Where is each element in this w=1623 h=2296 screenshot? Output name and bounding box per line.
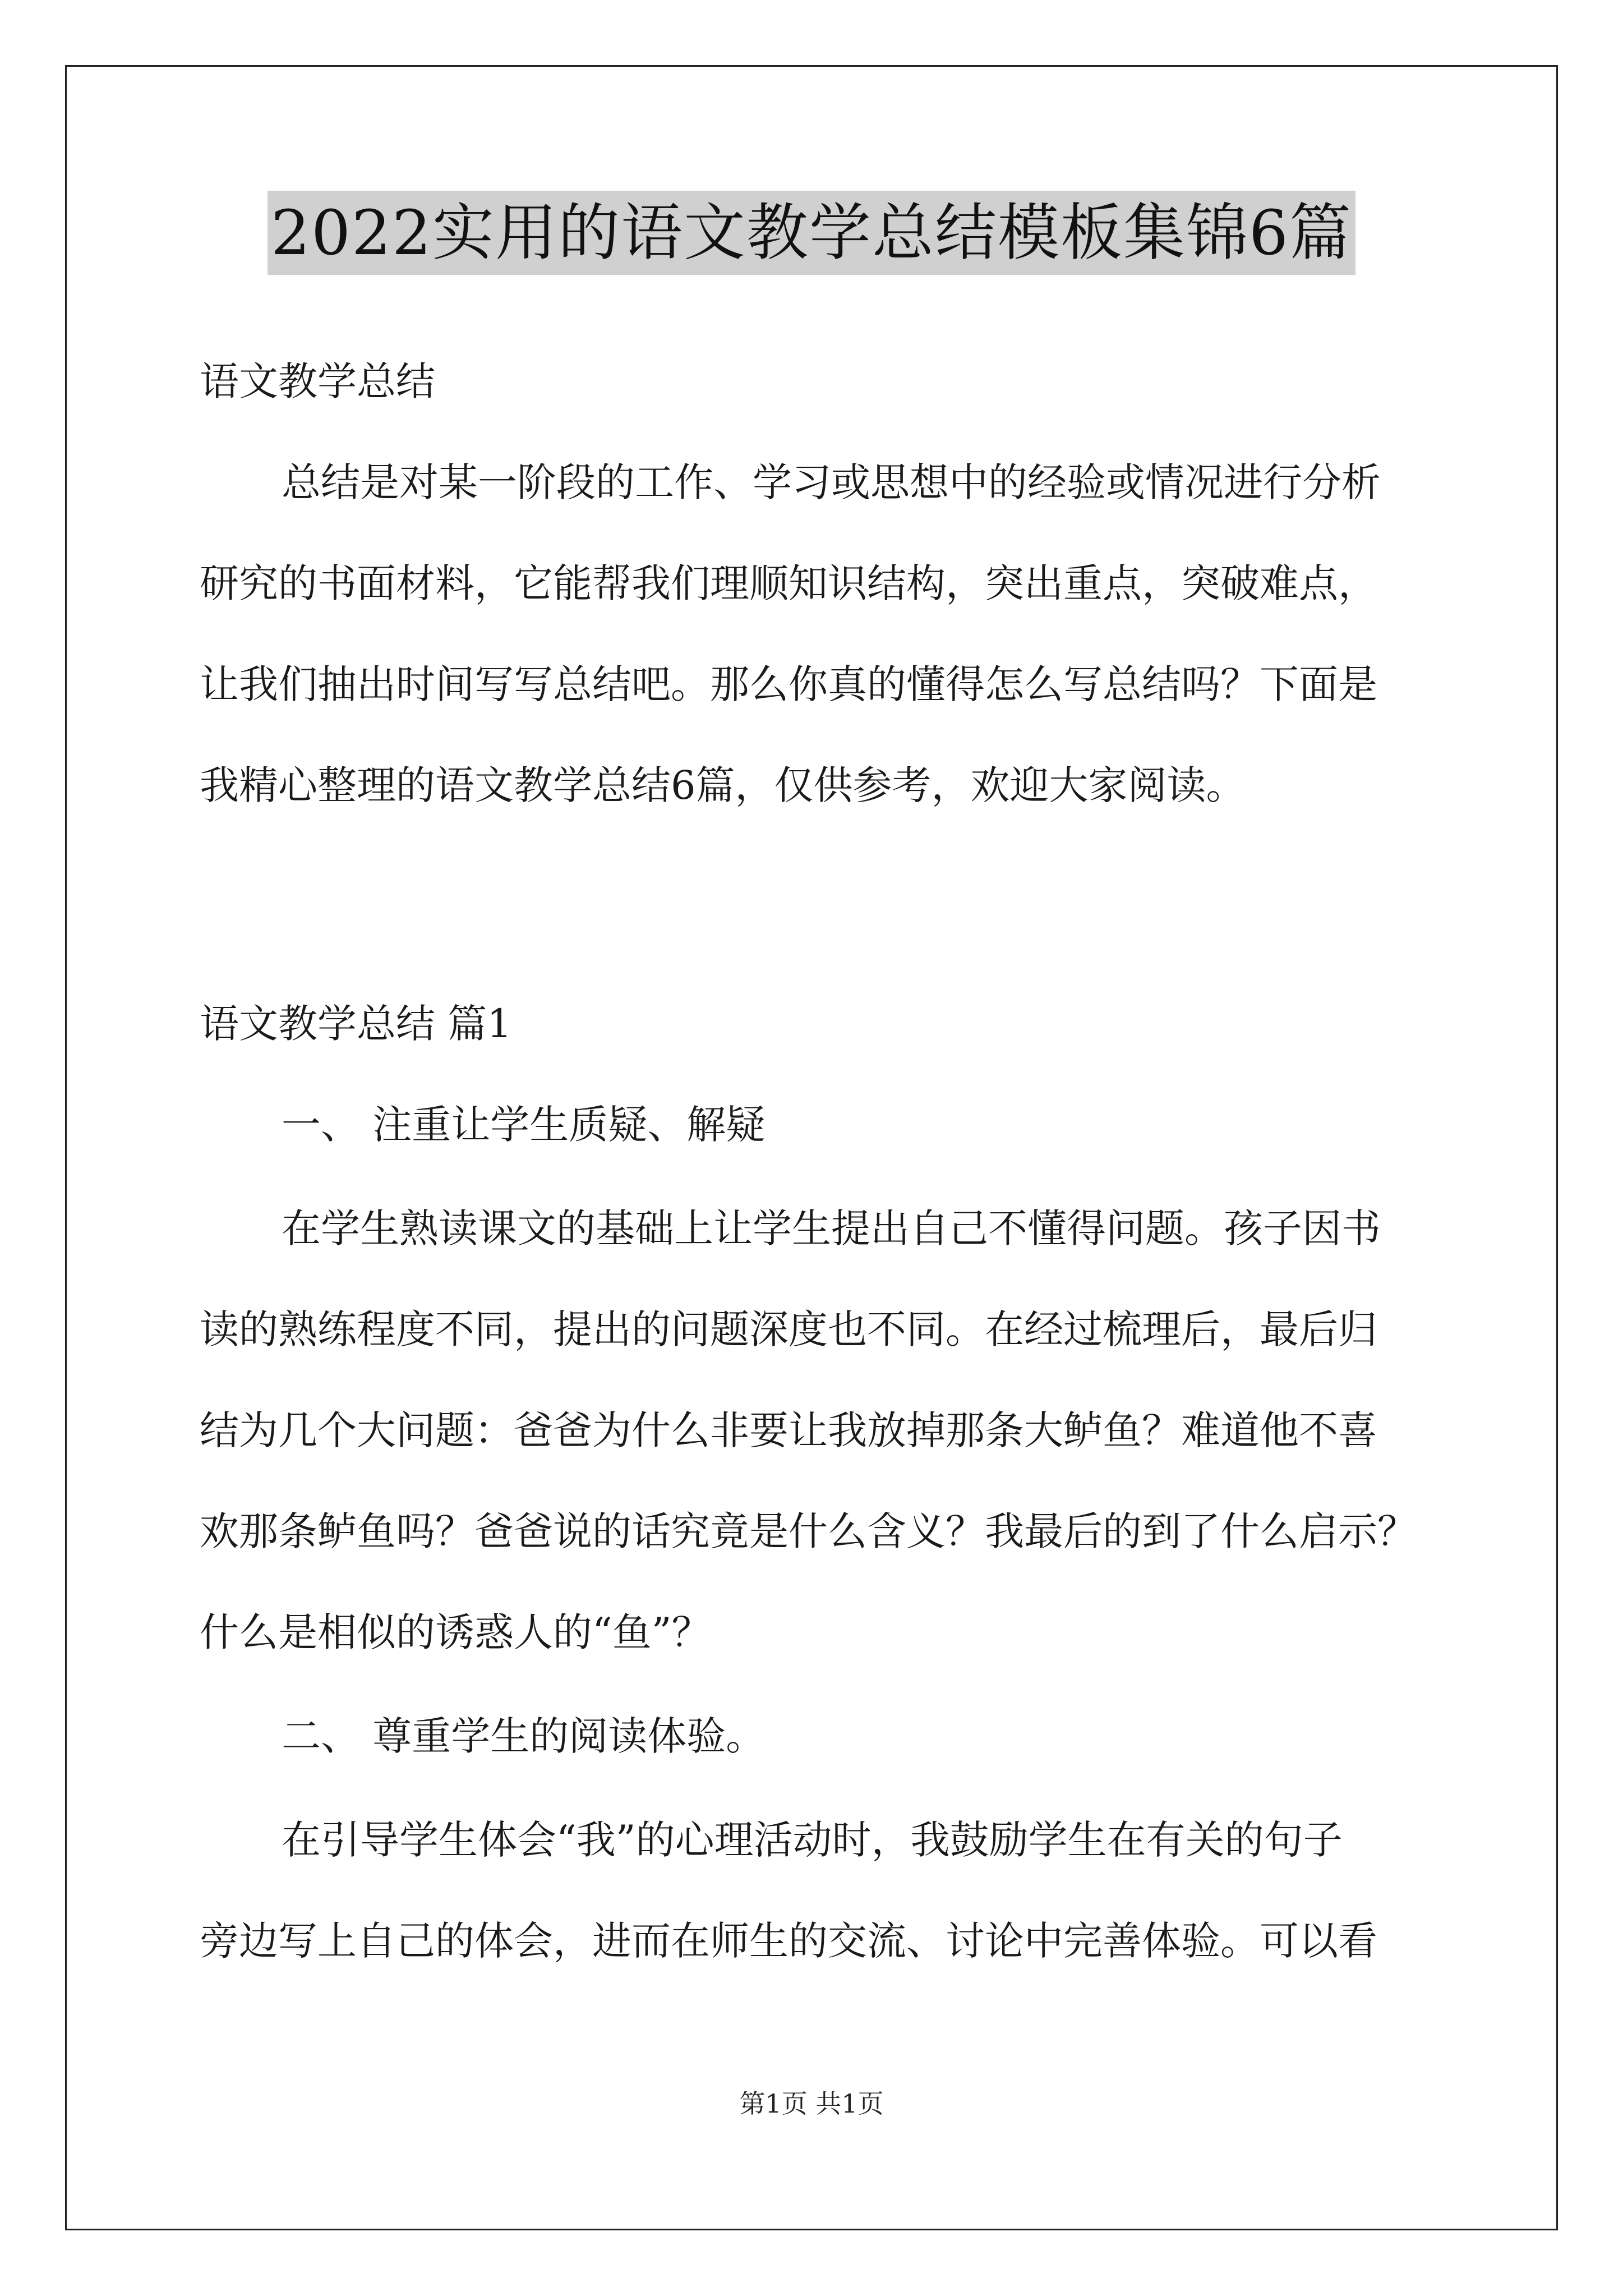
intro-line-2: 研究的书面材料，它能帮我们理顺知识结构，突出重点，突破难点， — [200, 560, 1377, 606]
point1-line-3: 结为几个大问题：爸爸为什么非要让我放掉那条大鲈鱼？难道他不喜 — [200, 1407, 1377, 1453]
section-heading: 语文教学总结 篇1 — [200, 1001, 512, 1047]
point2-line-1: 在引导学生体会“我”的心理活动时，我鼓励学生在有关的句子 — [282, 1817, 1343, 1863]
document-title: 2022实用的语文教学总结模板集锦6篇 — [268, 191, 1355, 275]
point1-line-2: 读的熟练程度不同，提出的问题深度也不同。在经过梳理后，最后归 — [200, 1306, 1377, 1352]
point1-heading: 一、 注重让学生质疑、解疑 — [282, 1102, 766, 1148]
point1-line-5: 什么是相似的诱惑人的“鱼”？ — [200, 1609, 711, 1655]
point2-line-2: 旁边写上自己的体会，进而在师生的交流、讨论中完善体验。可以看 — [200, 1918, 1377, 1964]
intro-line-4: 我精心整理的语文教学总结6篇，仅供参考，欢迎大家阅读。 — [200, 762, 1246, 808]
intro-line-3: 让我们抽出时间写写总结吧。那么你真的懂得怎么写总结吗？下面是 — [200, 661, 1377, 707]
point1-line-4: 欢那条鲈鱼吗？爸爸说的话究竟是什么含义？我最后的到了什么启示？ — [200, 1508, 1417, 1554]
intro-line-1: 总结是对某一阶段的工作、学习或思想中的经验或情况进行分析 — [282, 459, 1381, 505]
point2-heading: 二、 尊重学生的阅读体验。 — [282, 1713, 766, 1759]
page-footer: 第1页 共1页 — [739, 2088, 884, 2119]
title-container — [0, 191, 1623, 275]
point1-line-1: 在学生熟读课文的基础上让学生提出自己不懂得问题。孩子因书 — [282, 1205, 1381, 1251]
subtitle: 语文教学总结 — [200, 358, 435, 404]
